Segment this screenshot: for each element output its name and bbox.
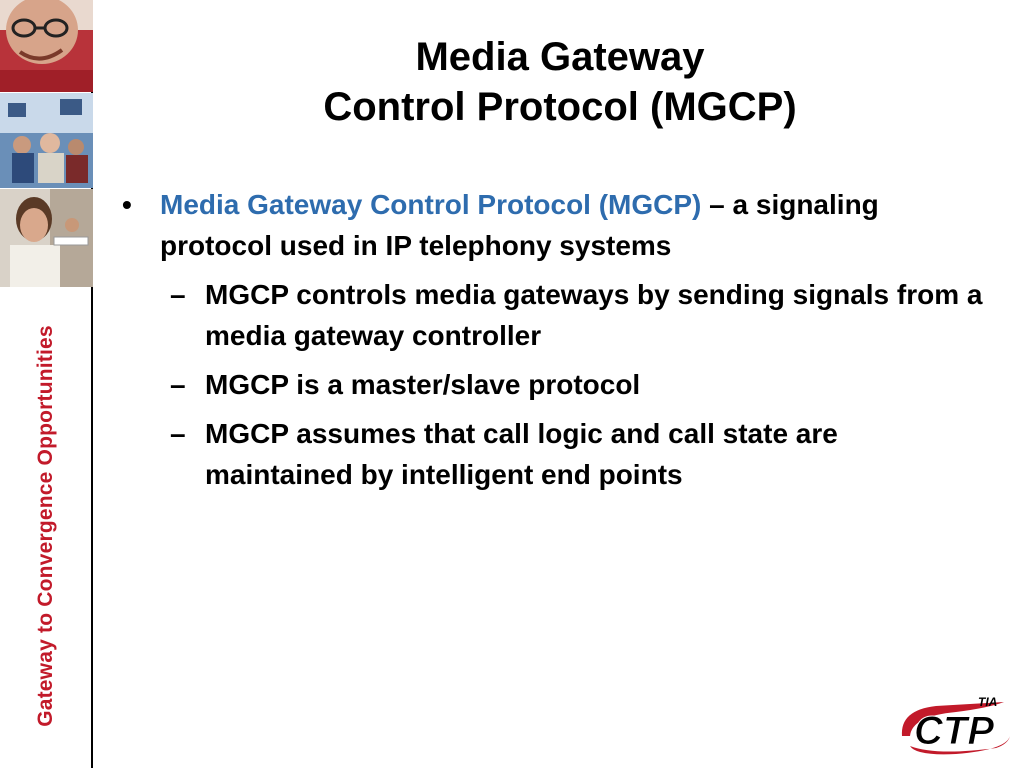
logo-superscript: TIA — [978, 695, 998, 709]
sub-bullet — [112, 413, 992, 495]
sub-bullet — [112, 274, 992, 356]
sub-bullet-text: MGCP assumes that call logic and call state are maintained by intelligent end points — [205, 418, 838, 490]
photo-man-with-glasses — [0, 0, 93, 92]
sub-bullet-dash: – — [170, 279, 186, 310]
title-line-2: Control Protocol (MGCP) — [323, 85, 797, 129]
sub-bullet — [112, 364, 992, 405]
sidebar-tagline: Gateway to Convergence Opportunities — [34, 325, 57, 727]
photo-woman-smiling — [0, 189, 93, 287]
sub-bullet-dash: – — [170, 369, 186, 400]
bullet-definition: – a signaling protocol used in IP telephony systems — [160, 189, 879, 261]
photo-classroom — [0, 93, 93, 188]
title-line-1: Media Gateway — [415, 35, 705, 79]
ctp-logo — [896, 690, 1016, 760]
bullet-term: Media Gateway Control Protocol (MGCP) — [160, 189, 702, 220]
sub-bullet-text: MGCP controls media gateways by sending signals from a media gateway controller — [205, 279, 983, 351]
slide-title — [110, 32, 1010, 132]
sub-bullet-dash: – — [170, 418, 186, 449]
bullet-dot: • — [122, 189, 132, 220]
logo-text: CTP — [914, 709, 994, 753]
slide-content — [112, 184, 992, 503]
sub-bullet-text: MGCP is a master/slave protocol — [205, 369, 641, 400]
main-bullet — [112, 184, 992, 266]
sidebar — [0, 0, 93, 768]
